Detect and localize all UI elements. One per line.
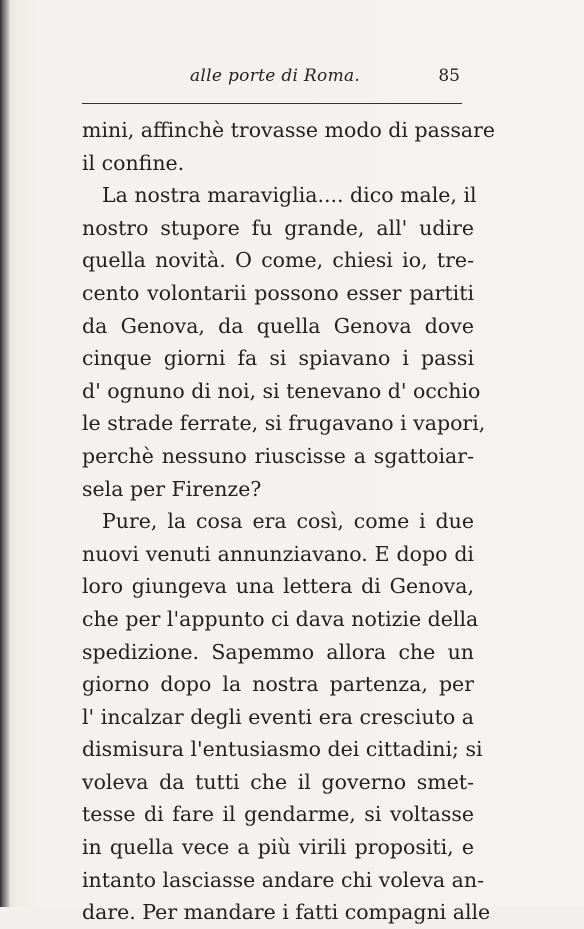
page-number: 85 [438, 66, 460, 86]
text-line: da Genova, da quella Genova dove [82, 313, 474, 338]
header-rule [82, 103, 462, 104]
text-line: sela per Firenze? [82, 476, 262, 501]
text-line: cento volontarii possono esser partiti [82, 280, 474, 305]
running-title: alle porte di Roma. [190, 66, 361, 86]
text-line: tesse di fare il gendarme, si voltasse [82, 802, 474, 827]
text-line: che per l'appunto ci dava notizie della [82, 606, 479, 631]
text-line: nuovi venuti annunziavano. E dopo di [82, 541, 474, 566]
text-line: Pure, la cosa era così, come i due [102, 509, 474, 534]
text-line: d' ognuno di noi, si tenevano d' occhio [82, 378, 481, 403]
text-line: mini, affinchè trovasse modo di passare [82, 118, 496, 142]
book-spine-shadow [0, 0, 10, 907]
text-line: il confine. [82, 150, 185, 175]
text-line: La nostra maraviglia.... dico male, il [102, 183, 477, 208]
text-line: perchè nessuno riuscisse a sgattoiar- [82, 443, 474, 468]
text-line: loro giungeva una lettera di Genova, [82, 574, 474, 599]
text-line: giorno dopo la nostra partenza, per [82, 672, 474, 697]
text-line: spedizione. Sapemmo allora che un [82, 639, 474, 664]
text-line: quella novità. O come, chiesi io, tre- [82, 248, 474, 273]
text-line: intanto lasciasse andare chi voleva an- [82, 867, 485, 892]
text-line: cinque giorni fa si spiavano i passi [82, 346, 474, 371]
text-line: in quella vece a più virili propositi, e [82, 835, 474, 860]
running-head [82, 66, 468, 92]
text-line: l' incalzar degli eventi era cresciuto a [82, 704, 474, 729]
text-line: dare. Per mandare i fatti compagni alle [82, 900, 491, 925]
text-line: le strade ferrate, si frugavano i vapori, [82, 411, 486, 436]
text-line: voleva da tutti che il governo smet- [82, 769, 474, 794]
text-line: dismisura l'entusiasmo dei cittadini; si [82, 737, 483, 762]
text-line: nostro stupore fu grande, all' udire [82, 215, 474, 240]
body-text [82, 114, 496, 929]
